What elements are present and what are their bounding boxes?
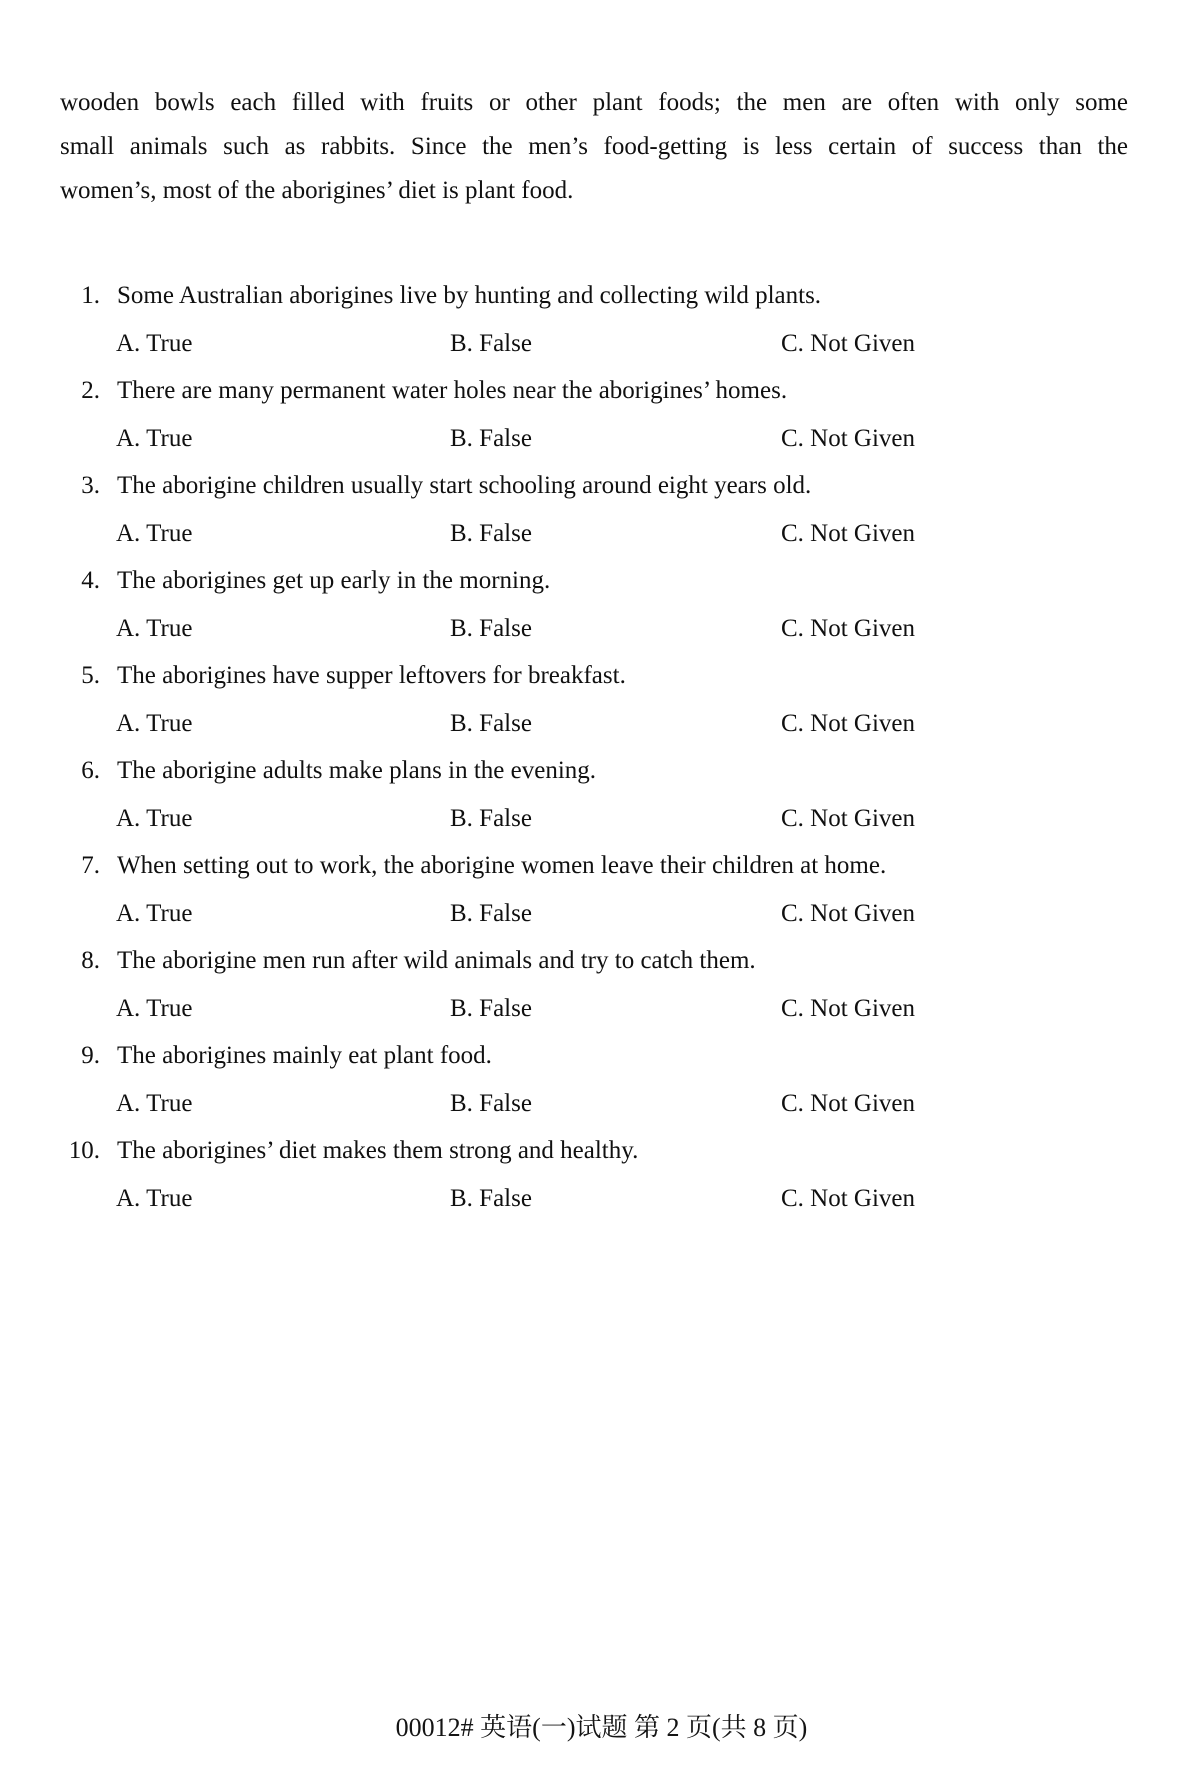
question-number: 9. [81, 1042, 100, 1069]
option-false: B. False [450, 424, 532, 452]
passage-line: wooden bowls each filled with fruits or other plant foods; the men are often with only some [60, 89, 1128, 116]
question-number: 3. [81, 472, 100, 499]
question-line [58, 652, 1158, 700]
option-false: B. False [450, 614, 532, 642]
option-true: A. True [116, 899, 193, 927]
question-text: The aborigines’ diet makes them strong and healthy. [117, 1137, 639, 1164]
passage-line: small animals such as rabbits. Since the men’s food-getting is less certain of success than the [60, 133, 1128, 160]
question-item [58, 272, 1158, 367]
question-number: 4. [81, 567, 100, 594]
option-true: A. True [116, 804, 193, 832]
option-false: B. False [450, 1089, 532, 1117]
question-line [58, 1032, 1158, 1080]
option-true: A. True [116, 994, 193, 1022]
reading-passage [60, 81, 1128, 213]
question-text: The aborigine adults make plans in the evening. [117, 757, 597, 784]
question-options [58, 1175, 1158, 1223]
question-text: The aborigines get up early in the morning. [117, 567, 551, 594]
question-options [58, 415, 1158, 463]
option-not-given: C. Not Given [781, 424, 916, 452]
question-item [58, 652, 1158, 747]
question-options [58, 985, 1158, 1033]
question-item [58, 747, 1158, 842]
question-number: 2. [81, 377, 100, 404]
option-not-given: C. Not Given [781, 519, 916, 547]
question-line [58, 367, 1158, 415]
question-text: The aborigine children usually start schooling around eight years old. [117, 472, 812, 499]
question-item [58, 1032, 1158, 1127]
option-false: B. False [450, 329, 532, 357]
option-not-given: C. Not Given [781, 1089, 916, 1117]
option-not-given: C. Not Given [781, 329, 916, 357]
question-item [58, 842, 1158, 937]
option-not-given: C. Not Given [781, 709, 916, 737]
option-true: A. True [116, 709, 193, 737]
option-false: B. False [450, 899, 532, 927]
passage-line: women’s, most of the aborigines’ diet is plant food. [60, 177, 574, 204]
option-not-given: C. Not Given [781, 614, 916, 642]
question-line [58, 937, 1158, 985]
option-true: A. True [116, 519, 193, 547]
question-text: The aborigines have supper leftovers for breakfast. [117, 662, 626, 689]
question-line [58, 1127, 1158, 1175]
question-text: The aborigine men run after wild animals and try to catch them. [117, 947, 756, 974]
option-false: B. False [450, 709, 532, 737]
question-item [58, 462, 1158, 557]
option-not-given: C. Not Given [781, 1184, 916, 1212]
question-options [58, 700, 1158, 748]
question-item [58, 1127, 1158, 1222]
option-not-given: C. Not Given [781, 804, 916, 832]
option-false: B. False [450, 804, 532, 832]
question-text: Some Australian aborigines live by hunting and collecting wild plants. [117, 282, 822, 309]
option-false: B. False [450, 1184, 532, 1212]
question-line [58, 272, 1158, 320]
option-false: B. False [450, 519, 532, 547]
option-true: A. True [116, 329, 193, 357]
question-number: 6. [81, 757, 100, 784]
question-number: 8. [81, 947, 100, 974]
question-number: 10. [68, 1137, 100, 1164]
question-item [58, 367, 1158, 462]
question-list [58, 272, 1158, 1222]
option-true: A. True [116, 424, 193, 452]
question-text: When setting out to work, the aborigine women leave their children at home. [117, 852, 887, 879]
question-item [58, 557, 1158, 652]
question-number: 5. [81, 662, 100, 689]
question-options [58, 795, 1158, 843]
option-not-given: C. Not Given [781, 994, 916, 1022]
question-text: There are many permanent water holes near the aborigines’ homes. [117, 377, 788, 404]
question-options [58, 320, 1158, 368]
question-number: 7. [81, 852, 100, 879]
question-options [58, 890, 1158, 938]
option-not-given: C. Not Given [781, 899, 916, 927]
question-options [58, 605, 1158, 653]
question-line [58, 842, 1158, 890]
option-true: A. True [116, 1089, 193, 1117]
option-true: A. True [116, 614, 193, 642]
question-options [58, 1080, 1158, 1128]
page-footer: 00012# 英语(一)试题 第 2 页(共 8 页) [395, 1713, 808, 1742]
question-number: 1. [81, 282, 100, 309]
question-line [58, 462, 1158, 510]
question-line [58, 747, 1158, 795]
option-true: A. True [116, 1184, 193, 1212]
question-text: The aborigines mainly eat plant food. [117, 1042, 492, 1069]
question-item [58, 937, 1158, 1032]
question-options [58, 510, 1158, 558]
question-line [58, 557, 1158, 605]
option-false: B. False [450, 994, 532, 1022]
